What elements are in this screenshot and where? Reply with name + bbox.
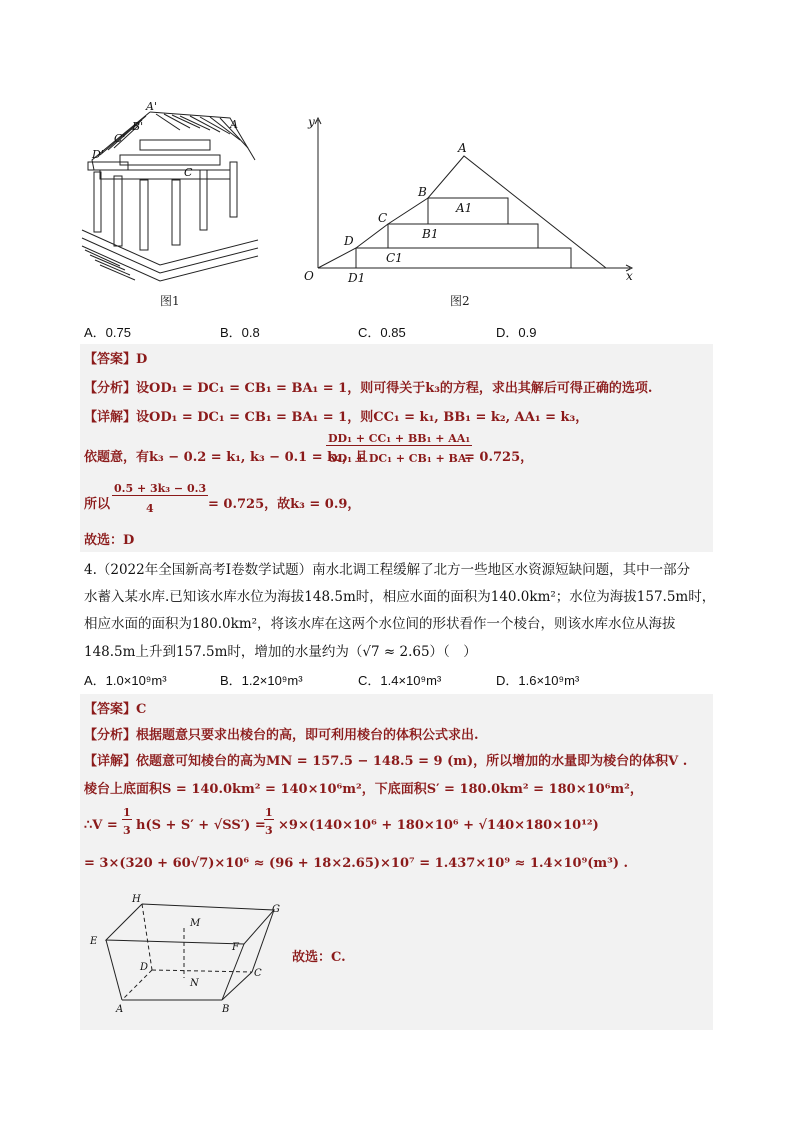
q4-volume-prefix: ∴V = xyxy=(84,818,118,833)
fig1-label-b-prime: B' xyxy=(132,120,144,133)
q3-option-c: C．0.85 xyxy=(358,325,406,340)
q4-text-line3: 相应水面的面积为180.0km²，将该水库在这两个水位间的形状看作一个棱台，则该水库水位从海拔 xyxy=(84,616,676,632)
fig1-label-a: A xyxy=(230,118,238,131)
q3-fraction1-result: = 0.725， xyxy=(464,450,534,465)
q4-volume-middle2: ×9×(140×10⁶ + 180×10⁶ + √140×180×10¹²) xyxy=(278,818,599,833)
fig1-label-c: C xyxy=(184,166,193,179)
fig2-label-b1: B1 xyxy=(422,227,439,241)
figure-2-coordinate-diagram xyxy=(300,112,645,284)
figure-2-caption: 图2 xyxy=(450,294,470,308)
q3-fraction1-numerator: DD₁ + CC₁ + BB₁ + AA₁ xyxy=(328,432,471,445)
q4-text-line4: 148.5m上升到157.5m时，增加的水量约为（√7 ≈ 2.65）（ ） xyxy=(84,644,477,660)
fig2-label-x: x xyxy=(626,269,633,283)
frustum-label-e: E xyxy=(90,936,98,947)
q4-volume-frac1-den: 3 xyxy=(123,824,131,837)
frustum-label-m: M xyxy=(190,918,201,929)
frustum-diagram xyxy=(86,892,286,1016)
q4-area-line: 棱台上底面积S = 140.0km² = 140×10⁶m²，下底面积S′ = 180.0km² = 180×10⁶m²， xyxy=(84,782,643,797)
q3-conclusion: 故选：D xyxy=(84,533,135,548)
q4-volume-middle1: h(S + S′ + √SS′) = xyxy=(136,818,266,833)
q4-text-line2: 水蓄入某水库.已知该水库水位为海拔148.5m时，相应水面的面积为140.0km²；水位为海拔157.5m时， xyxy=(84,589,716,605)
q3-option-d: D．0.9 xyxy=(496,325,537,340)
fig2-label-a: A xyxy=(458,141,467,155)
q4-volume-frac1-num: 1 xyxy=(123,806,131,819)
q3-detail: 【详解】设OD₁ = DC₁ = CB₁ = BA₁ = 1，则CC₁ = k₁, BB₁ = k₂, AA₁ = k₃， xyxy=(84,410,589,425)
frustum-label-n: N xyxy=(190,978,199,989)
q4-conclusion: 故选：C. xyxy=(292,950,346,965)
fig2-label-b: B xyxy=(418,185,427,199)
q3-line2-prefix: 依题意，有k₃ − 0.2 = k₁, k₃ − 0.1 = k₂，且 xyxy=(84,450,368,465)
q3-fraction1-denominator: OD₁ + DC₁ + CB₁ + BA₁ xyxy=(328,452,472,465)
q3-line3-prefix: 所以 xyxy=(84,497,111,512)
frustum-label-c: C xyxy=(254,968,262,979)
q4-volume-frac2-den: 3 xyxy=(265,824,273,837)
q4-option-c: C．1.4×10⁹m³ xyxy=(358,673,442,688)
fig2-label-d1: D1 xyxy=(348,271,366,284)
q3-fraction2-denominator: 4 xyxy=(146,502,154,515)
q4-option-a: A．1.0×10⁹m³ xyxy=(84,673,167,688)
fig1-label-a-prime: A' xyxy=(146,100,157,113)
q4-answer: 【答案】C xyxy=(84,702,147,717)
q4-text-line1: 4.（2022年全国新高考Ⅰ卷数学试题）南水北调工程缓解了北方一些地区水资源短缺问题，其中一部分 xyxy=(84,562,691,578)
q3-option-a: A．0.75 xyxy=(84,325,131,340)
q3-fraction2-result: = 0.725，故k₃ = 0.9， xyxy=(208,497,361,512)
frustum-label-h: H xyxy=(132,894,141,905)
q4-option-b: B．1.2×10⁹m³ xyxy=(220,673,303,688)
fig2-label-c: C xyxy=(378,211,388,225)
q3-fraction2-numerator: 0.5 + 3k₃ − 0.3 xyxy=(114,482,207,495)
fig2-label-d: D xyxy=(344,234,354,248)
figure-1-roof-drawing xyxy=(80,100,260,285)
frustum-label-g: G xyxy=(272,904,280,915)
q4-volume-line2: = 3×(320 + 60√7)×10⁶ ≈ (96 + 18×2.65)×10⁷ = 1.437×10⁹ ≈ 1.4×10⁹(m³) . xyxy=(84,856,629,871)
fig2-label-a1: A1 xyxy=(456,201,473,215)
q4-analysis: 【分析】根据题意只要求出棱台的高，即可利用棱台的体积公式求出. xyxy=(84,728,479,743)
frustum-label-b: B xyxy=(222,1004,230,1015)
fig2-label-o: O xyxy=(304,269,314,283)
q4-option-d: D．1.6×10⁹m³ xyxy=(496,673,580,688)
frustum-label-d: D xyxy=(140,962,149,973)
fig2-label-y: y xyxy=(308,115,315,129)
q3-option-b: B．0.8 xyxy=(220,325,260,340)
fig1-label-d-prime: D' xyxy=(92,148,104,161)
q4-volume-frac2-num: 1 xyxy=(265,806,273,819)
fig1-label-c-prime: C' xyxy=(114,132,126,145)
frustum-label-a: A xyxy=(116,1004,124,1015)
fig2-label-c1: C1 xyxy=(386,251,403,265)
figure-1-caption: 图1 xyxy=(160,294,180,308)
q3-answer: 【答案】D xyxy=(84,352,148,367)
frustum-label-f: F xyxy=(232,942,239,953)
q4-detail: 【详解】依题意可知棱台的高为MN = 157.5 − 148.5 = 9 (m)，所以增加的水量即为棱台的体积V . xyxy=(84,754,688,769)
q3-analysis: 【分析】设OD₁ = DC₁ = CB₁ = BA₁ = 1，则可得关于k₃的方程，求出其解后可得正确的选项. xyxy=(84,381,653,396)
